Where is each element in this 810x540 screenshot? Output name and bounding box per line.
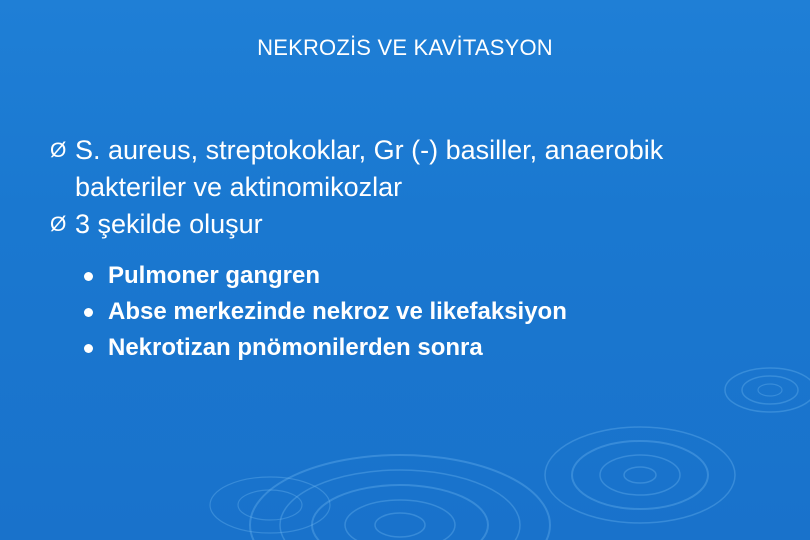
slide-title: NEKROZİS VE KAVİTASYON <box>257 35 553 60</box>
sub-bullet-text: Abse merkezinde nekroz ve likefaksiyon <box>108 298 567 325</box>
sub-bullet-item <box>84 294 764 330</box>
arrow-bullet-icon: Ø <box>50 139 67 162</box>
sub-bullet-text: Pulmoner gangren <box>108 262 321 289</box>
main-bullet-text: S. aureus, streptokoklar, Gr (-) basiller, anaerobik bakteriler ve aktinomikozlar <box>75 135 664 202</box>
main-bullet-item <box>50 132 750 206</box>
round-bullet-icon <box>84 344 93 353</box>
sub-bullet-item <box>84 330 764 366</box>
round-bullet-icon <box>84 272 93 281</box>
main-bullet-text: 3 şekilde oluşur <box>75 209 263 239</box>
main-bullet-list <box>50 132 750 243</box>
sub-bullet-text: Nekrotizan pnömonilerden sonra <box>108 334 483 361</box>
main-bullet-item <box>50 206 750 243</box>
round-bullet-icon <box>84 308 93 317</box>
arrow-bullet-icon: Ø <box>50 213 67 236</box>
sub-bullet-item <box>84 258 764 294</box>
sub-bullet-list <box>84 258 764 366</box>
